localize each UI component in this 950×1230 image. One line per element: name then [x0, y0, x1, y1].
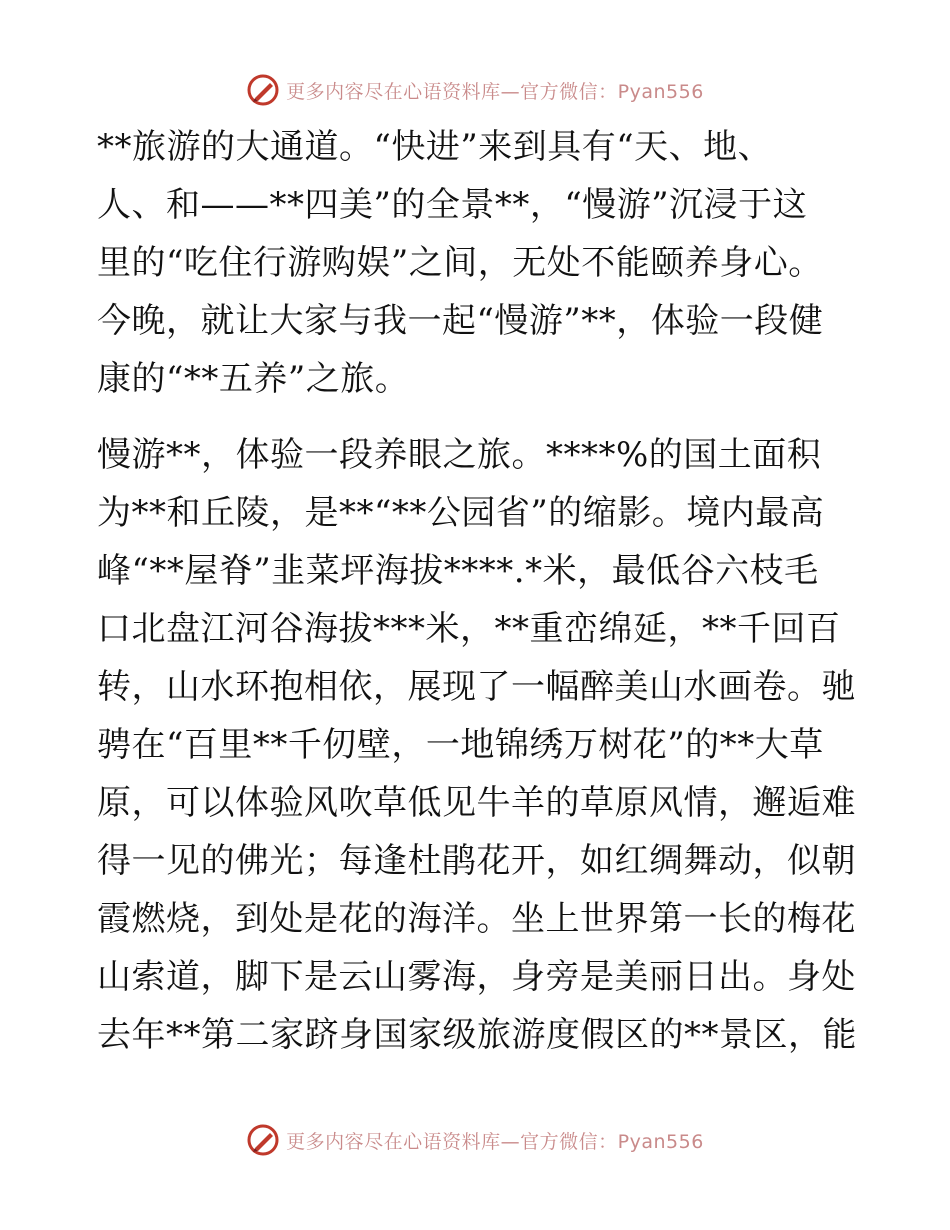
footer-banner [0, 1120, 950, 1160]
paragraph-2 [97, 426, 857, 1064]
footer-banner-text: 更多内容尽在心语资料库—官方微信：Pyan556 [286, 1130, 704, 1153]
text-line: 峰“**屋脊”韭菜坪海拔****.*米，最低谷六枝毛 [97, 551, 819, 591]
pen-logo-icon [246, 1123, 280, 1157]
text-line: 霞燃烧，到处是花的海洋。坐上世界第一长的梅花 [97, 899, 856, 939]
header-banner [0, 70, 950, 110]
text-line: 山索道，脚下是云山雾海，身旁是美丽日出。身处 [97, 957, 856, 997]
text-line: 去年**第二家跻身国家级旅游度假区的**景区，能 [97, 1015, 857, 1055]
text-line: 口北盘江河谷海拔***米，**重峦绵延，**千回百 [97, 609, 841, 649]
pen-logo-icon [246, 73, 280, 107]
text-line: 原，可以体验风吹草低见牛羊的草原风情，邂逅难 [97, 783, 856, 823]
text-line: 骋在“百里**千仞壁，一地锦绣万树花”的**大草 [97, 725, 824, 765]
text-line: 康的“**五养”之旅。 [97, 359, 410, 399]
text-line: 里的“吃住行游购娱”之间，无处不能颐养身心。 [97, 243, 823, 283]
text-line: 今晚，就让大家与我一起“慢游”**，体验一段健 [97, 301, 824, 341]
text-line: 慢游**，体验一段养眼之旅。****%的国土面积 [97, 435, 822, 475]
text-line: 人、和——**四美”的全景**，“慢游”沉浸于这 [97, 185, 808, 225]
header-banner-text: 更多内容尽在心语资料库—官方微信：Pyan556 [286, 80, 704, 103]
document-body [97, 118, 857, 1064]
paragraph-1 [97, 118, 853, 408]
text-line: **旅游的大通道。“快进”来到具有“天、地、 [97, 127, 773, 167]
text-line: 得一见的佛光；每逢杜鹃花开，如红绸舞动，似朝 [97, 841, 856, 881]
text-line: 转，山水环抱相依，展现了一幅醉美山水画卷。驰 [97, 667, 856, 707]
text-line: 为**和丘陵，是**“**公园省”的缩影。境内最高 [97, 493, 825, 533]
